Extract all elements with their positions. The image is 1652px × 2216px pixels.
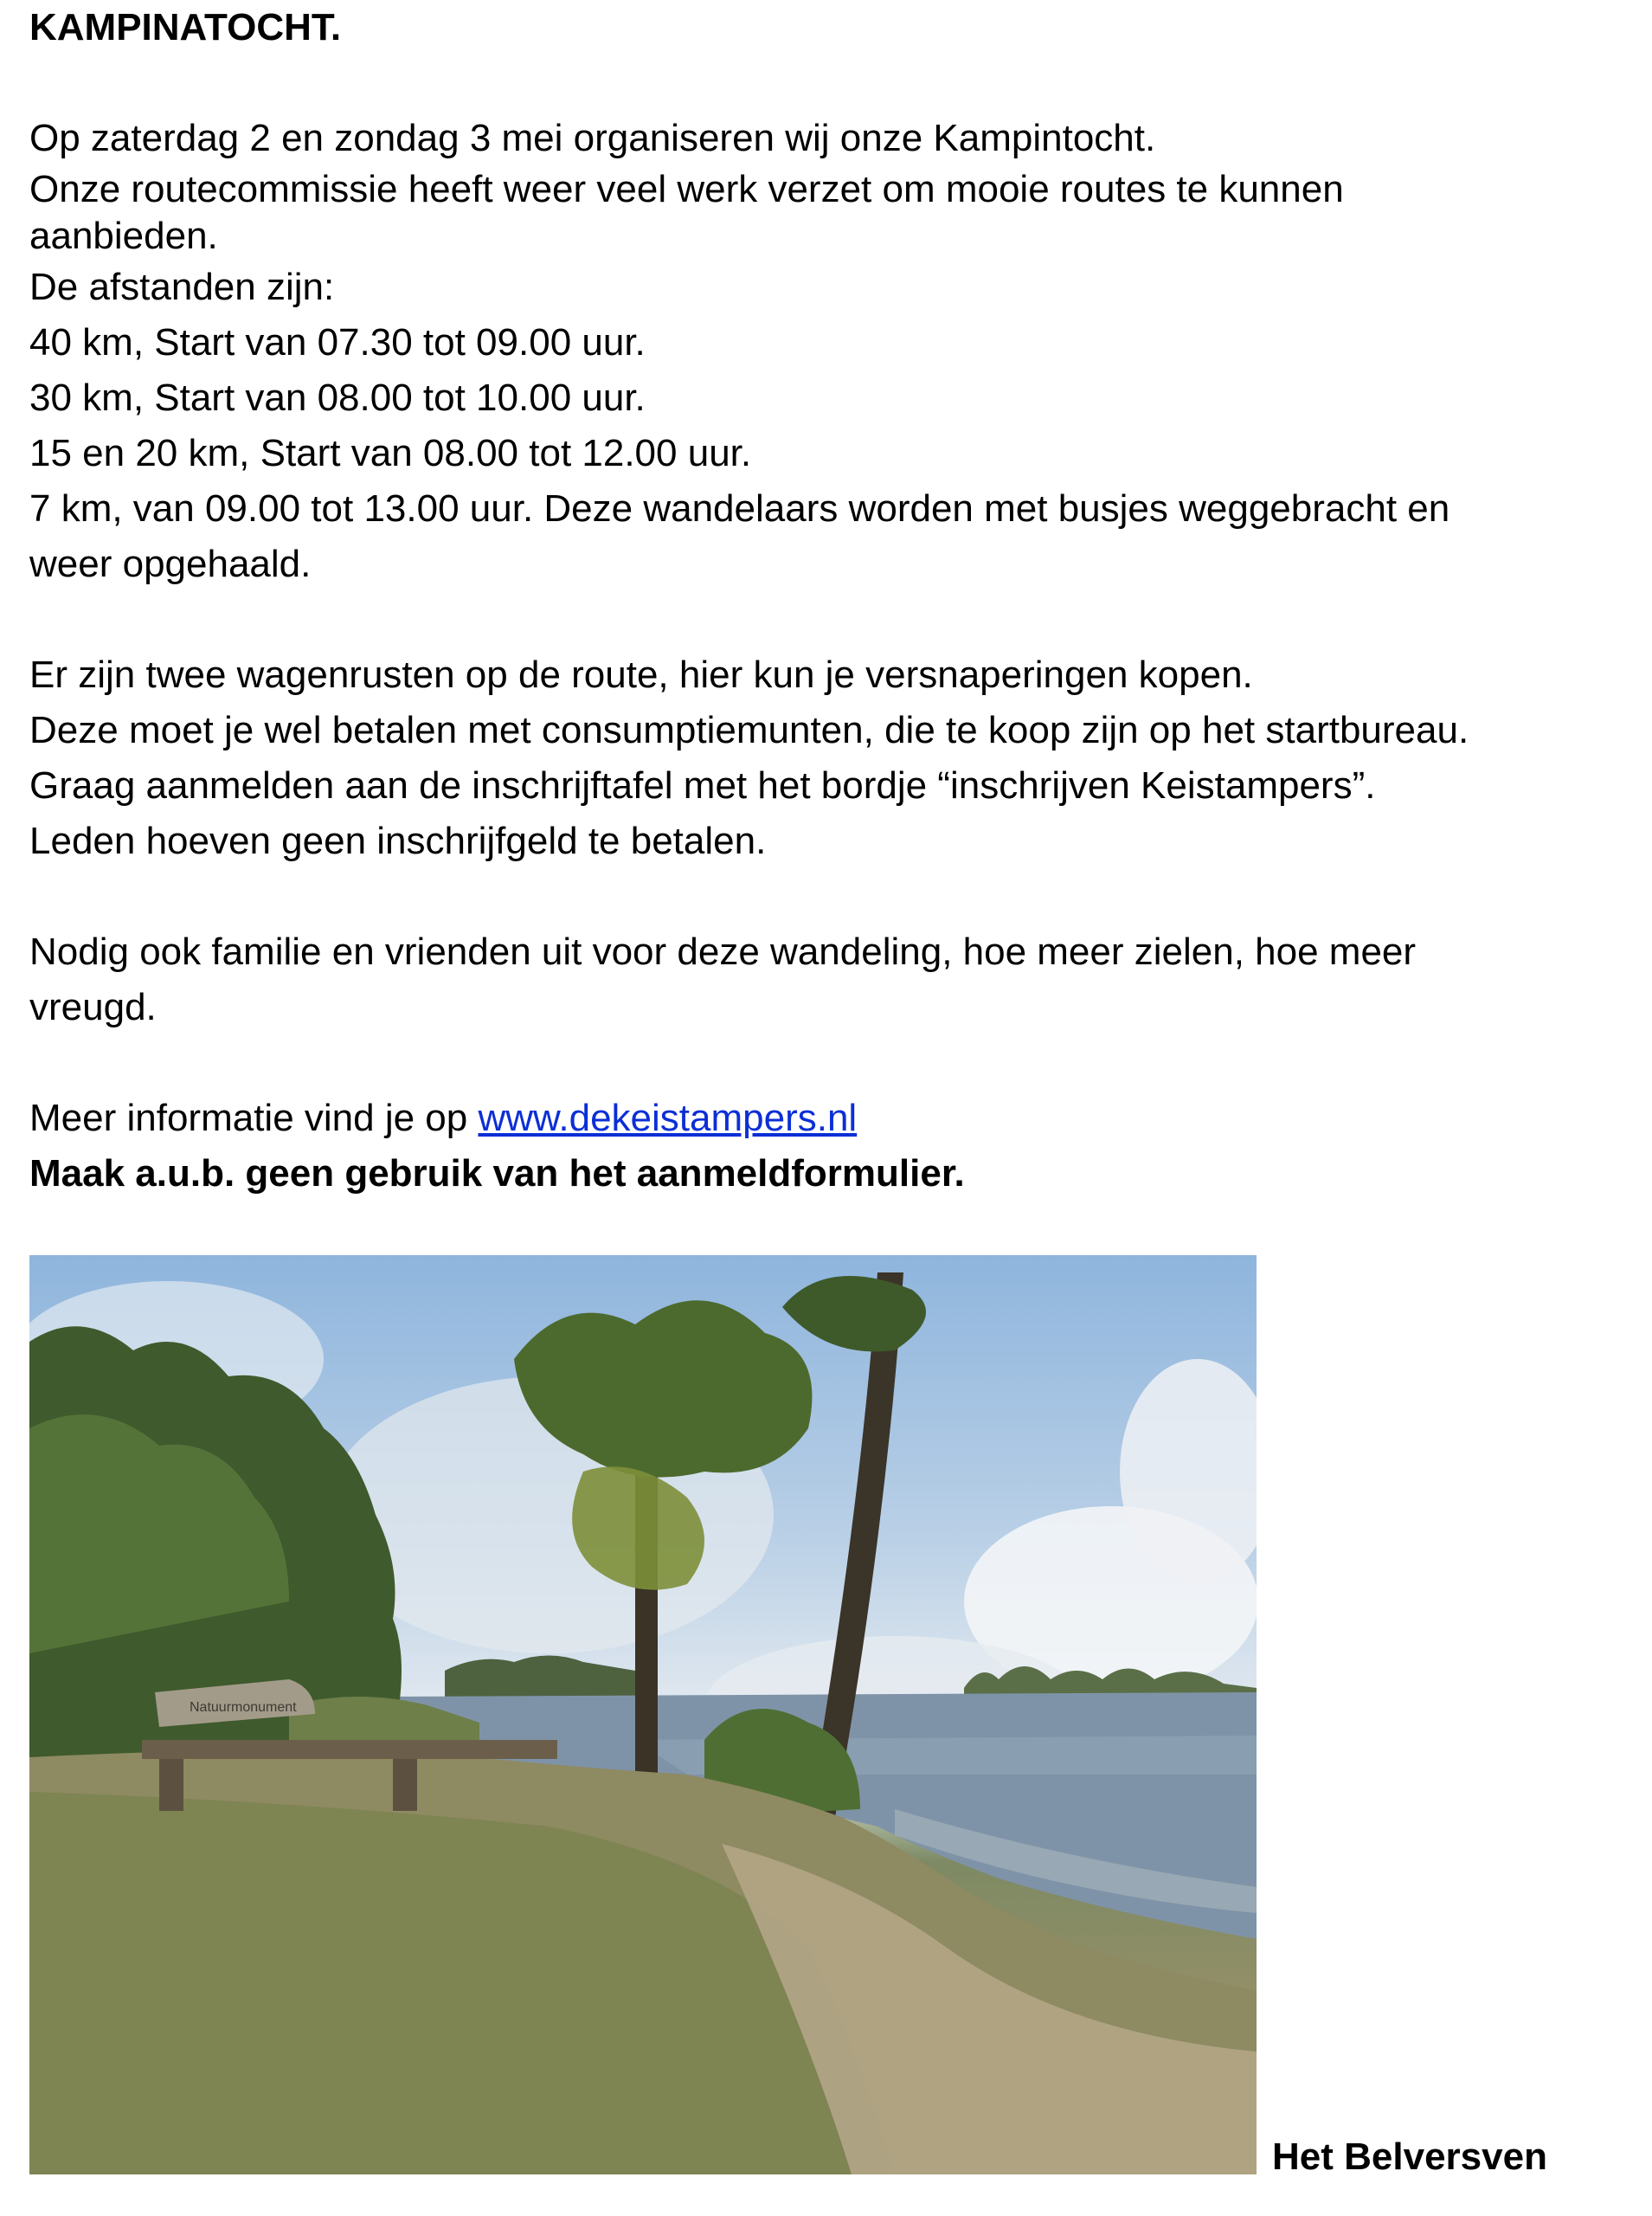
website-link[interactable]: www.dekeistampers.nl [478, 1097, 858, 1139]
text-line: Op zaterdag 2 en zondag 3 mei organiseren wij onze Kampintocht. [29, 117, 1156, 159]
text-line: vreugd. [29, 986, 157, 1028]
text-line: Onze routecommissie heeft weer veel werk verzet om mooie routes te kunnen [29, 168, 1344, 210]
document-title: KAMPINATOCHT. [29, 6, 342, 48]
spacer [29, 869, 1622, 924]
info-prefix: Meer informatie vind je op [29, 1097, 479, 1139]
bench-sign-text: Natuurmonument [190, 1700, 297, 1715]
text-line: Graag aanmelden aan de inschrijftafel met het bordje “inschrijven Keistampers”. [29, 764, 1376, 807]
spacer [29, 592, 1622, 647]
paragraph-intro [29, 111, 1622, 592]
spacer [29, 55, 1622, 111]
text-line: Leden hoeven geen inschrijfgeld te betalen. [29, 820, 767, 862]
spacer [29, 1035, 1622, 1091]
paragraph-rest-stops [29, 647, 1622, 869]
text-line: Er zijn twee wagenrusten op de route, hier kun je versnaperingen kopen. [29, 654, 1253, 696]
distance-30km: 30 km, Start van 08.00 tot 10.00 uur. [29, 377, 646, 419]
text-line: Deze moet je wel betalen met consumptiemunten, die te koop zijn op het startbureau. [29, 709, 1469, 751]
text-line: De afstanden zijn: [29, 266, 335, 308]
document-body [29, 0, 1622, 1201]
lake-photo [29, 1255, 1257, 2174]
paragraph-invite [29, 924, 1622, 1035]
distance-7km: 7 km, van 09.00 tot 13.00 uur. Deze wandelaars worden met busjes weggebracht en [29, 487, 1450, 530]
text-line: aanbieden. [29, 215, 218, 257]
photo-caption: Het Belversven [1272, 2135, 1547, 2178]
text-line: Nodig ook familie en vrienden uit voor deze wandeling, hoe meer zielen, hoe meer [29, 931, 1417, 973]
distance-40km: 40 km, Start van 07.30 tot 09.00 uur. [29, 321, 646, 364]
distance-15-20km: 15 en 20 km, Start van 08.00 tot 12.00 uur. [29, 432, 752, 474]
text-line: weer opgehaald. [29, 543, 312, 585]
lake-scene-image [29, 1255, 1257, 2174]
notice-text: Maak a.u.b. geen gebruik van het aanmeldformulier. [29, 1152, 965, 1195]
info-line [29, 1091, 1622, 1146]
